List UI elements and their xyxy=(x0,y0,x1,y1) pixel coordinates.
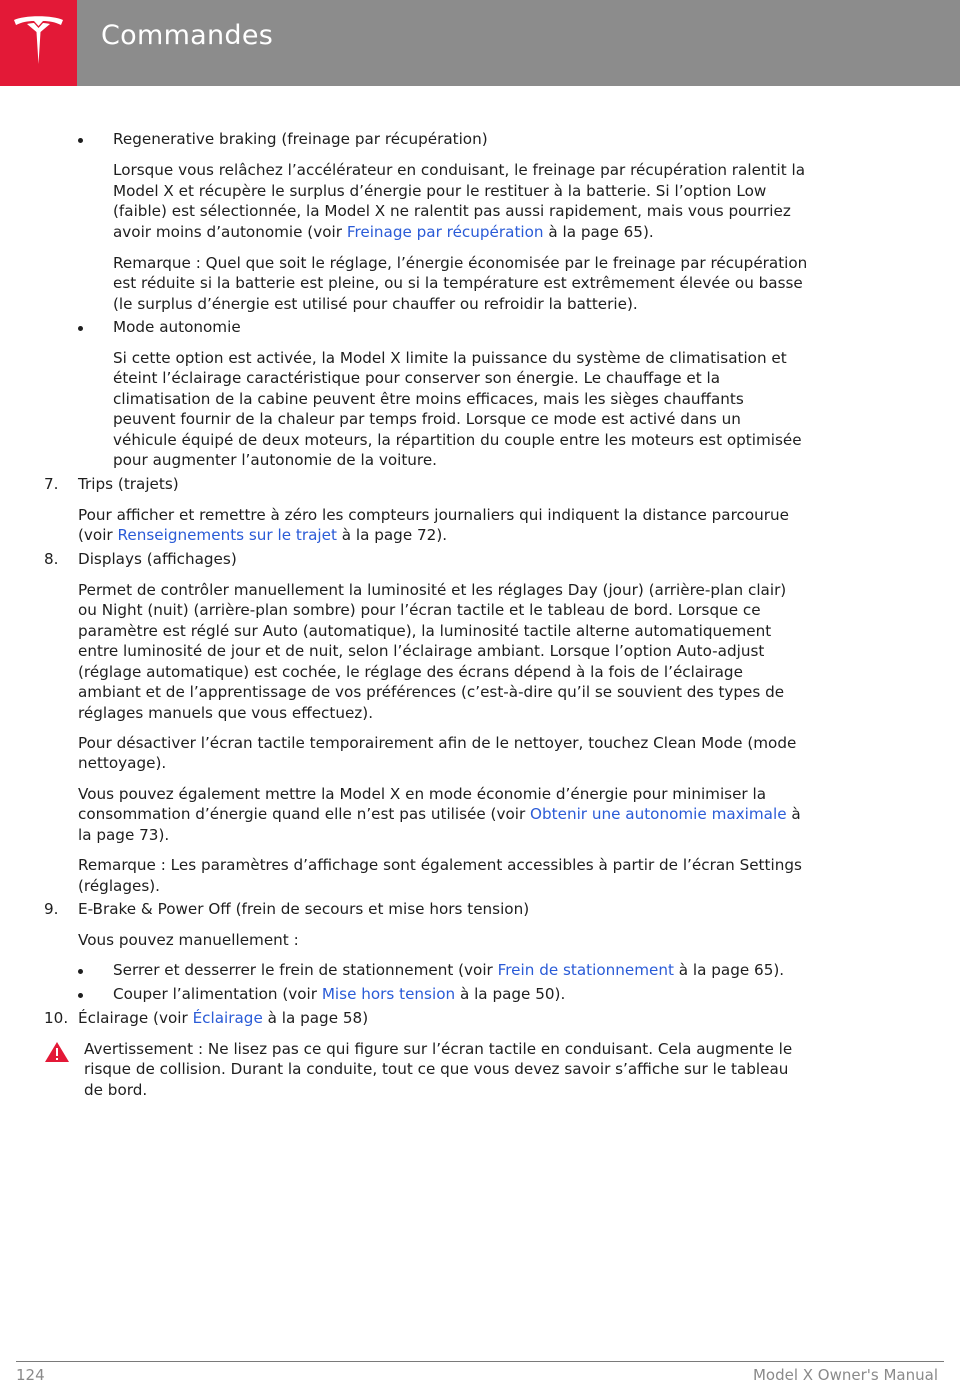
item8-line: Permet de contrôler manuellement la luminosité et les réglages Day (jour) (arrière-plan clair) xyxy=(78,581,787,599)
item7-line: (voir Renseignements sur le trajet à la page 72). xyxy=(78,526,448,544)
item9-intro: Vous pouvez manuellement : xyxy=(78,931,299,949)
item8-line: la page 73). xyxy=(78,826,170,844)
page-number: 124 xyxy=(16,1366,45,1384)
item-number: 9. xyxy=(44,900,59,918)
link-eclairage[interactable]: Éclairage xyxy=(192,1009,263,1027)
regen-line: Lorsque vous relâchez l’accélérateur en conduisant, le freinage par récupération ralentit la xyxy=(113,161,806,179)
regen-line: (faible) est sélectionnée, la Model X ne ralentit pas aussi rapidement, mais vous pourriez xyxy=(113,202,791,220)
logo-box xyxy=(0,0,77,86)
item8-line: Pour désactiver l’écran tactile temporairement afin de le nettoyer, touchez Clean Mode (mode xyxy=(78,734,797,752)
item9-bullet: Serrer et desserrer le frein de stationnement (voir Frein de stationnement à la page 65). xyxy=(113,961,785,979)
page-title: Commandes xyxy=(101,20,274,51)
item8-line: ou Night (nuit) (arrière-plan sombre) pour l’écran tactile et le tableau de bord. Lorsque ce xyxy=(78,601,761,619)
item8-note: Remarque : Les paramètres d’affichage sont également accessibles à partir de l’écran Settings xyxy=(78,856,802,874)
page-header xyxy=(0,0,960,86)
item-number: 7. xyxy=(44,475,59,493)
item8-line: réglages manuels que vous effectuez). xyxy=(78,704,374,722)
regen-note: est réduite si la batterie est pleine, ou si la température est extrêmement élevée ou basse xyxy=(113,274,803,292)
item9-title: E-Brake & Power Off (frein de secours et mise hors tension) xyxy=(78,900,530,918)
range-mode-line: pour augmenter l’autonomie de la voiture. xyxy=(113,451,437,469)
link-renseignements-trajet[interactable]: Renseignements sur le trajet xyxy=(117,526,337,544)
range-mode-line: Si cette option est activée, la Model X limite la puissance du système de climatisation et xyxy=(113,349,787,367)
item7-title: Trips (trajets) xyxy=(78,475,179,493)
warning-triangle-icon xyxy=(44,1041,70,1063)
footer-divider xyxy=(16,1361,944,1362)
bullet-icon xyxy=(78,993,83,998)
item7-line: Pour afficher et remettre à zéro les compteurs journaliers qui indiquent la distance parcourue xyxy=(78,506,789,524)
bullet-icon xyxy=(78,326,83,331)
link-frein-stationnement[interactable]: Frein de stationnement xyxy=(497,961,674,979)
item-number: 8. xyxy=(44,550,59,568)
item10-title: Éclairage (voir Éclairage à la page 58) xyxy=(78,1009,369,1027)
regen-note: Remarque : Quel que soit le réglage, l’énergie économisée par le freinage par récupération xyxy=(113,254,808,272)
link-autonomie-maximale[interactable]: Obtenir une autonomie maximale xyxy=(530,805,787,823)
item8-line: consommation d’énergie quand elle n’est pas utilisée (voir Obtenir une autonomie maximale à xyxy=(78,805,801,823)
item8-line: entre luminosité de jour et de nuit, selon l’éclairage ambiant. Lorsque l’option Auto-adjust xyxy=(78,642,765,660)
regen-note: (le surplus d’énergie est utilisé pour chauffer ou refroidir la batterie). xyxy=(113,295,638,313)
link-freinage-recuperation[interactable]: Freinage par récupération xyxy=(346,223,544,241)
warning-line: risque de collision. Durant la conduite, tout ce que vous devez savoir s’affiche sur le tableau xyxy=(84,1060,789,1078)
item8-line: (réglage automatique) est cochée, le réglage des écrans dépend à la fois de l’éclairage xyxy=(78,663,743,681)
regen-title: Regenerative braking (freinage par récupération) xyxy=(113,130,488,148)
item8-title: Displays (affichages) xyxy=(78,550,237,568)
item8-line: nettoyage). xyxy=(78,754,167,772)
range-mode-line: peuvent fournir de la chaleur par temps froid. Lorsque ce mode est activé dans un xyxy=(113,410,741,428)
warning-line: de bord. xyxy=(84,1081,148,1099)
range-mode-line: éteint l’éclairage caractéristique pour conserver son énergie. Le chauffage et la xyxy=(113,369,721,387)
link-mise-hors-tension[interactable]: Mise hors tension xyxy=(321,985,456,1003)
item8-note: (réglages). xyxy=(78,877,160,895)
bullet-icon xyxy=(78,969,83,974)
range-mode-line: climatisation de la cabine peuvent être moins efficaces, mais les sièges chauffants xyxy=(113,390,744,408)
item8-line: paramètre est réglé sur Auto (automatique), la luminosité tactile alterne automatiquement xyxy=(78,622,772,640)
range-mode-line: véhicule équipé de deux moteurs, la répartition du couple entre les moteurs est optimisée xyxy=(113,431,802,449)
item9-bullet: Couper l’alimentation (voir Mise hors tension à la page 50). xyxy=(113,985,566,1003)
regen-line: avoir moins d’autonomie (voir Freinage par récupération à la page 65). xyxy=(113,223,654,241)
manual-title: Model X Owner's Manual xyxy=(752,1366,938,1384)
regen-line: Model X et récupère le surplus d’énergie pour le restituer à la batterie. Si l’option Low xyxy=(113,182,767,200)
range-mode-title: Mode autonomie xyxy=(113,318,241,336)
item8-line: Vous pouvez également mettre la Model X en mode économie d’énergie pour minimiser la xyxy=(78,785,767,803)
tesla-logo-icon xyxy=(12,14,65,70)
bullet-icon xyxy=(78,138,83,143)
item-number: 10. xyxy=(44,1009,69,1027)
item8-line: ambiant et de l’apprentissage de vos préférences (c’est-à-dire qu’il se souvient des types de xyxy=(78,683,785,701)
warning-line: Avertissement : Ne lisez pas ce qui figure sur l’écran tactile en conduisant. Cela augmente le xyxy=(84,1040,793,1058)
